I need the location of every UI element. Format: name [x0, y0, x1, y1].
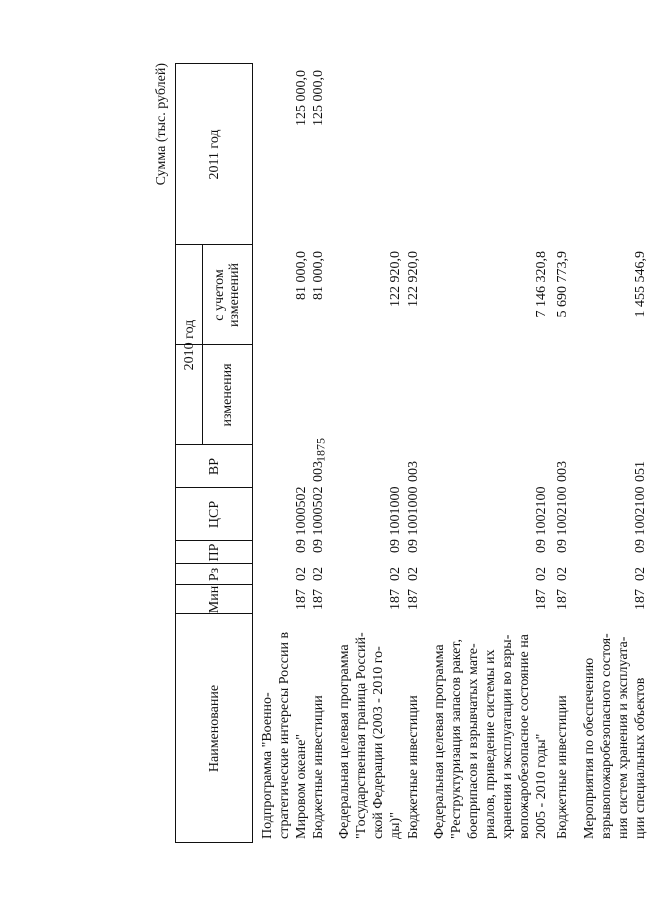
row-rz: 02: [633, 567, 648, 581]
row-rz: 02: [406, 567, 421, 581]
header-csr: ЦСР: [206, 500, 222, 529]
header-pr: ПР: [206, 543, 222, 562]
row-name: Мероприятия по обеспечению взрывопожаробезопасного состоя- ния систем хранения и эксплуата- ции специальных объектов: [582, 633, 648, 839]
row-2011: 125 000,0: [294, 70, 309, 126]
header-min: Мин: [206, 585, 222, 614]
header-name: Наименование: [206, 684, 222, 773]
row-rz: 02: [555, 567, 570, 581]
row-with-changes: 7 146 320,8: [534, 251, 549, 318]
row-name: Федеральная целевая программа "Реструктуризация запасов ракет, боеприпасов и взрывчатых мате- риалов, приведение системы их хранения и эксплуатации во взры- вопожаробезопасное состояние на 2005 - 2010 годы": [432, 634, 549, 839]
row-rz: 02: [388, 567, 403, 581]
row-with-changes: 122 920,0: [388, 251, 403, 307]
rotated-page: [149, 63, 648, 843]
row-min: 187: [388, 589, 403, 610]
header-changes: изменения: [219, 363, 235, 427]
row-with-changes: 81 000,0: [311, 251, 326, 300]
table-header: [175, 63, 253, 843]
row-csr: 09 1001000: [406, 486, 421, 553]
row-min: 187: [555, 589, 570, 610]
row-rz: 02: [534, 567, 549, 581]
row-min: 187: [406, 589, 421, 610]
row-vr: 003: [311, 461, 326, 482]
row-min: 187: [534, 589, 549, 610]
row-with-changes: 1 455 546,9: [633, 251, 648, 318]
units-label: Сумма (тыс. рублей): [154, 63, 169, 186]
row-csr: 09 1002100: [555, 486, 570, 553]
row-name: Федеральная целевая программа "Государственная граница Россий- ской Федерации (2003 - 2010 го- ды)": [337, 632, 403, 839]
row-vr: 051: [633, 461, 648, 482]
page-number: 1875: [313, 438, 328, 462]
row-rz: 02: [294, 567, 309, 581]
row-csr: 09 1000502: [294, 486, 309, 553]
row-with-changes: 5 690 773,9: [555, 251, 570, 318]
row-csr: 09 1000502: [311, 486, 326, 553]
header-with-changes: с учетом изменений: [212, 262, 242, 328]
header-2011: 2011 год: [206, 129, 222, 180]
row-name: Бюджетные инвестиции: [555, 695, 570, 839]
row-2011: 125 000,0: [311, 70, 326, 126]
row-min: 187: [311, 589, 326, 610]
row-csr: 09 1001000: [388, 486, 403, 553]
header-rz: Рз: [206, 567, 222, 582]
row-with-changes: 122 920,0: [406, 251, 421, 307]
row-with-changes: 81 000,0: [294, 251, 309, 300]
row-csr: 09 1002100: [633, 486, 648, 553]
row-vr: 003: [555, 461, 570, 482]
row-min: 187: [294, 589, 309, 610]
header-vr: ВР: [206, 457, 222, 476]
row-name: Подпрограмма "Военно- стратегические интересы России в Мировом океане": [260, 631, 309, 839]
row-name: Бюджетные инвестиции: [406, 695, 421, 839]
row-min: 187: [633, 589, 648, 610]
header-2010: 2010 год: [181, 319, 197, 371]
row-name: Бюджетные инвестиции: [311, 695, 326, 839]
row-rz: 02: [311, 567, 326, 581]
row-vr: 003: [406, 461, 421, 482]
row-csr: 09 1002100: [534, 486, 549, 553]
